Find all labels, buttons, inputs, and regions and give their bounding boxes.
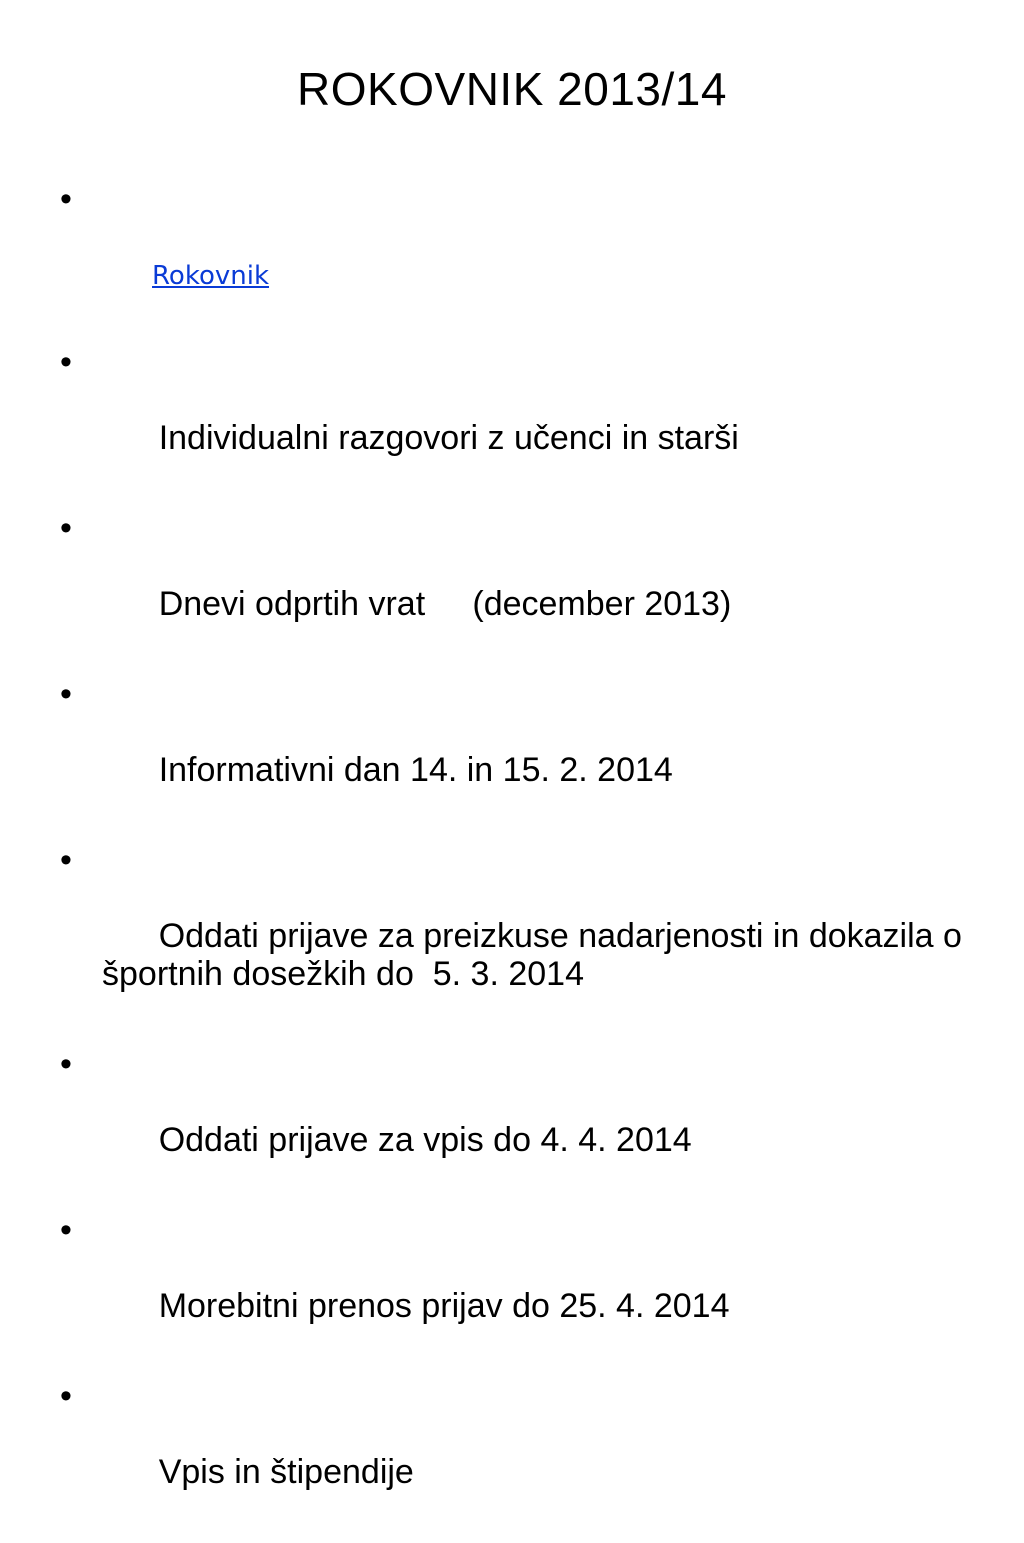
bullet-icon: • bbox=[60, 343, 72, 381]
list-item-rokovnik bbox=[60, 180, 990, 333]
bullet-icon: • bbox=[60, 1045, 72, 1083]
list-item-text: Individualni razgovori z učenci in starši bbox=[158, 419, 739, 457]
bullet-icon: • bbox=[60, 1377, 72, 1415]
bullet-icon: • bbox=[60, 1211, 72, 1249]
bullet-list bbox=[60, 180, 990, 1543]
slide-title: ROKOVNIK 2013/14 bbox=[297, 63, 727, 115]
list-item-text: Informativni dan 14. in 15. 2. 2014 bbox=[158, 751, 673, 789]
list-item-text: Oddati prijave za preizkuse nadarjenosti in dokazila o športnih dosežkih do 5. 3. 2014 bbox=[102, 917, 972, 993]
list-item bbox=[60, 841, 990, 1031]
list-item bbox=[60, 509, 990, 661]
list-item bbox=[60, 1377, 990, 1529]
bullet-icon: • bbox=[60, 841, 72, 879]
list-item-text: Morebitni prenos prijav do 25. 4. 2014 bbox=[158, 1287, 730, 1325]
bullet-icon: • bbox=[60, 509, 72, 547]
list-item-text: Oddati prijave za vpis do 4. 4. 2014 bbox=[158, 1121, 692, 1159]
list-item bbox=[60, 343, 990, 495]
list-item bbox=[60, 1211, 990, 1363]
list-item-text: Vpis in štipendije bbox=[158, 1453, 414, 1491]
list-item bbox=[60, 675, 990, 827]
rokovnik-link[interactable]: Rokovnik bbox=[152, 261, 270, 291]
list-item-text: Dnevi odprtih vrat (december 2013) bbox=[158, 585, 732, 623]
list-item bbox=[60, 1045, 990, 1197]
bullet-icon: • bbox=[60, 675, 72, 713]
bullet-icon: • bbox=[60, 180, 72, 218]
